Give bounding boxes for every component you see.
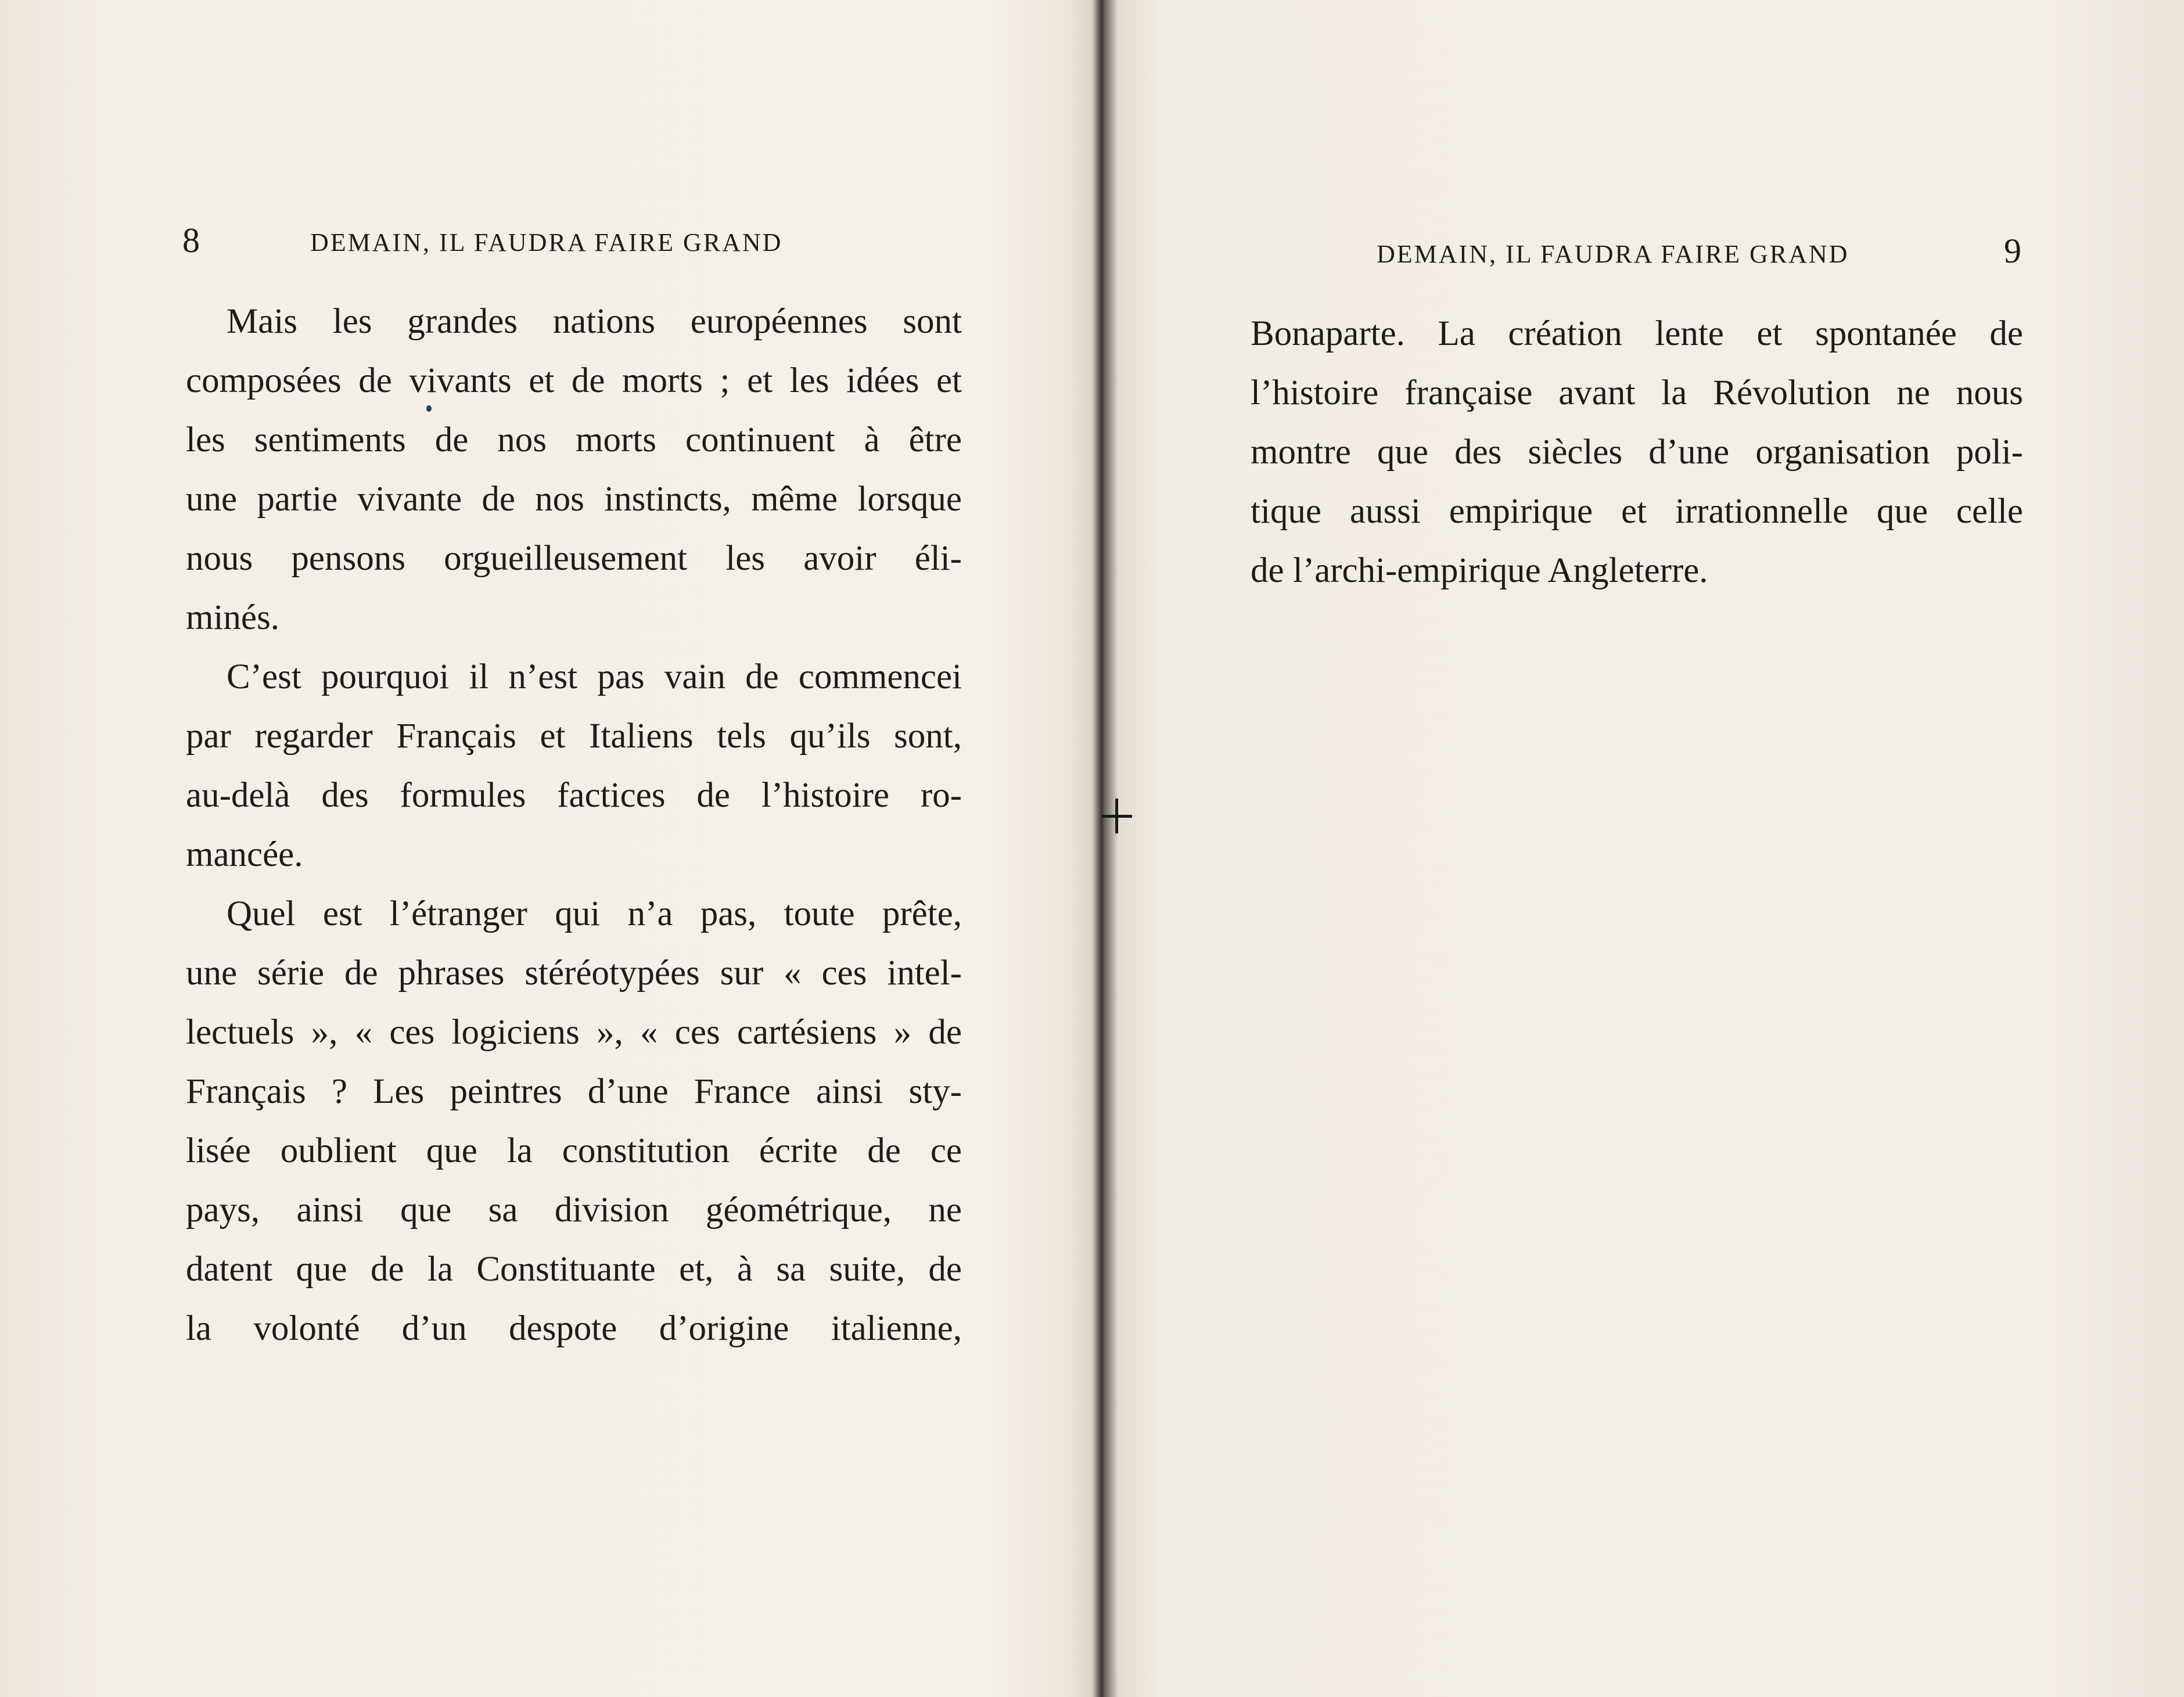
text-line: Français ? Les peintres d’une France ainsi sty-: [186, 1072, 962, 1111]
text-line: les sentiments de nos morts continuent à être: [186, 420, 962, 459]
page-number: 9: [2004, 232, 2021, 270]
ink-speck: [426, 405, 432, 412]
text-line: la volonté d’un despote d’origine italienne,: [186, 1309, 962, 1348]
text-line: pays, ainsi que sa division géométrique, ne: [186, 1191, 962, 1229]
running-head: DEMAIN, IL FAUDRA FAIRE GRAND: [1377, 240, 1849, 268]
text-line: une partie vivante de nos instincts, même lorsque: [186, 480, 962, 519]
text-line: mancée.: [186, 835, 303, 874]
running-head: DEMAIN, IL FAUDRA FAIRE GRAND: [310, 228, 783, 257]
text-line: par regarder Français et Italiens tels qu’ils sont,: [186, 717, 962, 756]
text-line: datent que de la Constituante et, à sa suite, de: [186, 1250, 962, 1289]
right-page: [1104, 0, 2184, 1697]
text-line: au-delà des formules factices de l’histoire ro-: [186, 776, 962, 815]
registration-mark: [1102, 799, 1132, 833]
body-text: [186, 292, 962, 1358]
text-line: composées de vivants et de morts ; et les idées et: [186, 361, 962, 400]
text-line: minés.: [186, 598, 279, 637]
text-line: lisée oublient que la constitution écrite de ce: [186, 1131, 962, 1170]
text-line: tique aussi empirique et irrationnelle que celle: [1251, 492, 2023, 531]
body-text: [1251, 304, 2023, 601]
text-line: montre que des siècles d’une organisation poli-: [1251, 433, 2023, 472]
text-line: nous pensons orgueilleusement les avoir éli-: [186, 539, 962, 578]
text-line: Mais les grandes nations européennes sont: [227, 302, 962, 341]
text-line: l’histoire française avant la Révolution ne nous: [1251, 373, 2023, 412]
text-line: Bonaparte. La création lente et spontanée de: [1251, 314, 2023, 353]
text-line: une série de phrases stéréotypées sur « ces intel-: [186, 954, 962, 993]
text-line: Quel est l’étranger qui n’a pas, toute prête,: [227, 894, 962, 933]
page-number: 8: [182, 221, 200, 260]
text-line: de l’archi-empirique Angleterre.: [1251, 551, 1708, 590]
text-line: lectuels », « ces logiciens », « ces cartésiens » de: [186, 1013, 962, 1052]
text-line: C’est pourquoi il n’est pas vain de commencei: [227, 657, 962, 696]
